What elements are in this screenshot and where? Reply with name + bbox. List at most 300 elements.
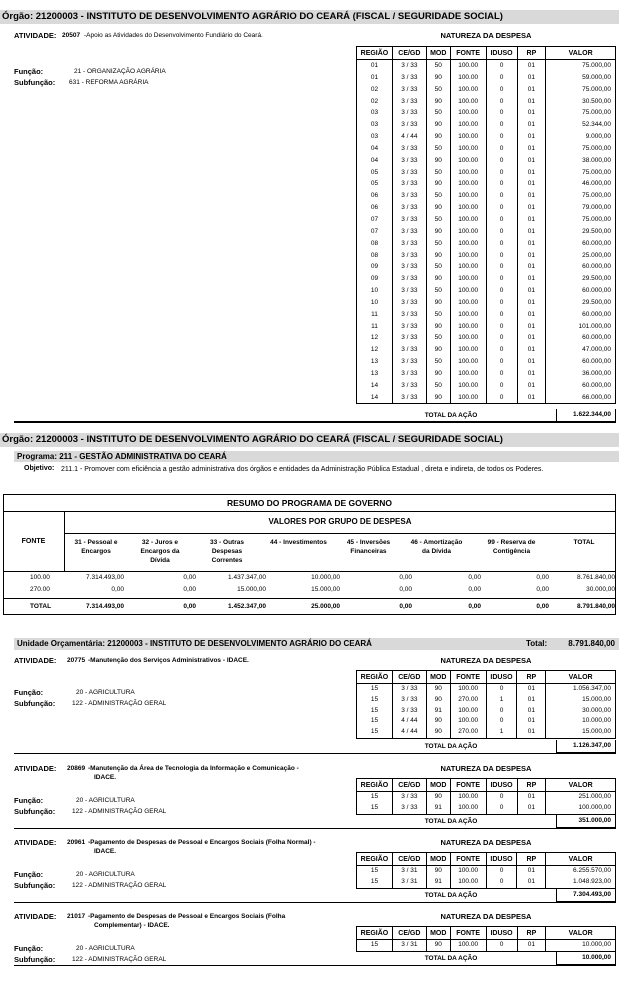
table-row (357, 107, 616, 119)
natureza-table (356, 852, 616, 889)
cell-ce-gd: 3 / 33 (392, 60, 426, 72)
cell-rp: 01 (517, 261, 546, 273)
funcao-value: 20 - AGRICULTURA (76, 689, 135, 696)
cell-regiao: 13 (357, 356, 393, 368)
total-da-acao-label: TOTAL DA AÇÃO (424, 743, 478, 750)
header-ce-gd: CE/GD (392, 853, 426, 866)
cell-rp: 01 (517, 119, 546, 131)
funcao-value: 20 - AGRICULTURA (76, 871, 135, 878)
funcao-label: Função: (14, 796, 44, 805)
cell-regiao: 15 (357, 792, 393, 803)
cell-regiao: 15 (357, 877, 393, 888)
cell-mod: 90 (426, 866, 450, 877)
cell-rp: 01 (517, 792, 546, 803)
table-row (357, 877, 616, 888)
cell-ce-gd: 3 / 33 (392, 96, 426, 108)
orgao-header-2: Órgão: 21200003 - INSTITUTO DE DESENVOLVIMENTO AGRÁRIO DO CEARÁ (FISCAL / SEGURIDADE SOCIAL) (0, 433, 619, 447)
table-row (357, 940, 616, 952)
divider (14, 753, 616, 754)
cell-valor: 75.000,00 (546, 84, 616, 96)
cell-fonte: 100.00 (450, 380, 486, 392)
cell-iduso: 0 (486, 202, 517, 214)
header-iduso: IDUSO (486, 671, 517, 684)
cell-iduso: 0 (486, 940, 517, 952)
cell-iduso: 0 (486, 321, 517, 333)
cell-valor: 15.000,00 (546, 695, 616, 706)
cell-iduso: 0 (486, 344, 517, 356)
cell-rp: 01 (517, 131, 546, 143)
cell-mod: 90 (426, 202, 450, 214)
cell-rp: 01 (517, 84, 546, 96)
header-ce-gd: CE/GD (392, 779, 426, 792)
cell-valor: 29.500,00 (546, 273, 616, 285)
cell-regiao: 14 (357, 392, 393, 404)
cell-mod: 90 (426, 368, 450, 380)
cell-iduso: 0 (486, 84, 517, 96)
cell-rp: 01 (517, 96, 546, 108)
cell-iduso: 0 (486, 226, 517, 238)
table-row (357, 131, 616, 143)
table-row (357, 309, 616, 321)
cell-fonte: 100.00 (450, 309, 486, 321)
cell-mod: 90 (426, 273, 450, 285)
cell-rp: 01 (517, 684, 546, 695)
cell-fonte: 270.00 (450, 727, 486, 738)
header-mod: MOD (426, 671, 450, 684)
cell-fonte: 100.00 (450, 190, 486, 202)
atividade-desc: -Pagamento de Despesas de Pessoal e Encargos Sociais (Folha Normal) - (88, 839, 316, 846)
unidade-total-label: Total: (526, 639, 548, 648)
cell-valor: 60.000,00 (546, 332, 616, 344)
cell-iduso: 0 (486, 178, 517, 190)
resumo-value: 8.791.840,00 (577, 603, 615, 610)
natureza-title: NATUREZA DA DESPESA (440, 656, 532, 665)
table-row (357, 155, 616, 167)
cell-fonte: 100.00 (450, 261, 486, 273)
subfuncao-label: Subfunção: (14, 78, 56, 87)
cell-fonte: 100.00 (450, 96, 486, 108)
natureza-table (356, 46, 616, 404)
natureza-title: NATUREZA DA DESPESA (440, 838, 532, 847)
cell-regiao: 15 (357, 803, 393, 814)
cell-ce-gd: 3 / 33 (392, 238, 426, 250)
table-row (357, 250, 616, 262)
cell-mod: 90 (426, 940, 450, 952)
cell-regiao: 07 (357, 226, 393, 238)
total-da-acao-value: 1.126.347,00 (556, 740, 616, 753)
cell-regiao: 15 (357, 695, 393, 706)
cell-valor: 6.255.570,00 (546, 866, 616, 877)
resumo-header: 45 - Inversões Financeiras (346, 539, 391, 555)
header-valor: VALOR (546, 779, 616, 792)
cell-iduso: 0 (486, 60, 517, 72)
cell-mod: 90 (426, 392, 450, 404)
divider (3, 598, 616, 599)
table-row (357, 202, 616, 214)
cell-fonte: 100.00 (450, 238, 486, 250)
cell-valor: 29.500,00 (546, 297, 616, 309)
cell-ce-gd: 3 / 33 (392, 167, 426, 179)
cell-rp: 01 (517, 392, 546, 404)
cell-rp: 01 (517, 803, 546, 814)
cell-valor: 75.000,00 (546, 214, 616, 226)
cell-mod: 90 (426, 727, 450, 738)
header-mod: MOD (426, 779, 450, 792)
cell-valor: 52.344,00 (546, 119, 616, 131)
subfuncao-value: 122 - ADMINISTRAÇÃO GERAL (72, 700, 167, 707)
cell-ce-gd: 3 / 33 (392, 190, 426, 202)
cell-fonte: 100.00 (450, 155, 486, 167)
cell-fonte: 100.00 (450, 273, 486, 285)
cell-fonte: 100.00 (450, 167, 486, 179)
natureza-title: NATUREZA DA DESPESA (440, 912, 532, 921)
cell-regiao: 14 (357, 380, 393, 392)
atividade-desc: -Apoio as Atividades do Desenvolvimento Fundiário do Ceará. (84, 32, 263, 39)
atividade-code: 20869 (67, 765, 86, 772)
cell-iduso: 0 (486, 716, 517, 727)
header-rp: RP (517, 779, 546, 792)
cell-valor: 1.056.347,00 (546, 684, 616, 695)
cell-iduso: 0 (486, 332, 517, 344)
header-valor: VALOR (546, 853, 616, 866)
header-mod: MOD (426, 927, 450, 940)
cell-fonte: 100.00 (450, 84, 486, 96)
cell-valor: 251.000,00 (546, 792, 616, 803)
cell-fonte: 100.00 (450, 250, 486, 262)
cell-rp: 01 (517, 727, 546, 738)
cell-rp: 01 (517, 167, 546, 179)
cell-regiao: 03 (357, 107, 393, 119)
table-row (357, 167, 616, 179)
cell-rp: 01 (517, 695, 546, 706)
cell-mod: 50 (426, 214, 450, 226)
cell-valor: 29.500,00 (546, 226, 616, 238)
header-rp: RP (517, 671, 546, 684)
header-fonte: FONTE (450, 927, 486, 940)
cell-regiao: 02 (357, 84, 393, 96)
natureza-table (356, 670, 616, 739)
header-fonte: FONTE (450, 779, 486, 792)
funcao-label: Função: (14, 67, 44, 76)
subfuncao-label: Subfunção: (14, 699, 56, 708)
cell-regiao: 11 (357, 321, 393, 333)
cell-mod: 50 (426, 309, 450, 321)
table-row (357, 143, 616, 155)
cell-mod: 90 (426, 131, 450, 143)
cell-valor: 10.000,00 (546, 940, 616, 952)
cell-fonte: 100.00 (450, 356, 486, 368)
cell-regiao: 15 (357, 940, 393, 952)
resumo-value: 1.452.347,00 (228, 603, 266, 610)
cell-rp: 01 (517, 356, 546, 368)
cell-iduso: 0 (486, 368, 517, 380)
cell-ce-gd: 3 / 33 (392, 178, 426, 190)
cell-ce-gd: 3 / 33 (392, 119, 426, 131)
table-row (357, 238, 616, 250)
cell-mod: 90 (426, 321, 450, 333)
resumo-value: 0,00 (468, 603, 481, 610)
resumo-value: 7.314.493,00 (86, 603, 124, 610)
cell-regiao: 03 (357, 119, 393, 131)
cell-mod: 50 (426, 107, 450, 119)
cell-regiao: 01 (357, 60, 393, 72)
header-valor: VALOR (546, 927, 616, 940)
cell-valor: 66.000,00 (546, 392, 616, 404)
table-row (357, 214, 616, 226)
cell-ce-gd: 3 / 33 (392, 143, 426, 155)
resumo-value: 10.000,00 (311, 574, 340, 581)
cell-iduso: 0 (486, 131, 517, 143)
resumo-header: 33 - Outras Despesas Correntes (210, 539, 244, 564)
cell-rp: 01 (517, 368, 546, 380)
table-row (357, 178, 616, 190)
natureza-title: NATUREZA DA DESPESA (440, 764, 532, 773)
cell-fonte: 100.00 (450, 297, 486, 309)
fonte-header: FONTE (21, 538, 46, 545)
cell-valor: 38.000,00 (546, 155, 616, 167)
header-mod: MOD (426, 47, 450, 60)
cell-fonte: 100.00 (450, 131, 486, 143)
cell-ce-gd: 3 / 33 (392, 684, 426, 695)
table-row (357, 72, 616, 84)
cell-mod: 91 (426, 706, 450, 717)
resumo-header: 31 - Pessoal e Encargos (74, 539, 118, 555)
cell-ce-gd: 3 / 33 (392, 250, 426, 262)
cell-valor: 9.000,00 (546, 131, 616, 143)
header-valor: VALOR (546, 671, 616, 684)
unidade-header: Unidade Orçamentária: 21200003 - INSTITUTO DE DESENVOLVIMENTO AGRÁRIO DO CEARÁ Total: 8.791.840,00 (14, 638, 619, 650)
cell-valor: 75.000,00 (546, 190, 616, 202)
cell-rp: 01 (517, 178, 546, 190)
cell-ce-gd: 3 / 33 (392, 84, 426, 96)
cell-rp: 01 (517, 877, 546, 888)
cell-fonte: 100.00 (450, 226, 486, 238)
resumo-value: 0,00 (183, 603, 196, 610)
cell-ce-gd: 3 / 33 (392, 285, 426, 297)
atividade-label: ATIVIDADE: (14, 31, 57, 40)
cell-rp: 01 (517, 214, 546, 226)
cell-regiao: 08 (357, 238, 393, 250)
cell-valor: 59.000,00 (546, 72, 616, 84)
table-row (357, 96, 616, 108)
cell-iduso: 0 (486, 380, 517, 392)
cell-iduso: 0 (486, 285, 517, 297)
cell-fonte: 100.00 (450, 866, 486, 877)
cell-iduso: 0 (486, 107, 517, 119)
cell-fonte: 100.00 (450, 392, 486, 404)
cell-mod: 90 (426, 297, 450, 309)
cell-regiao: 03 (357, 131, 393, 143)
cell-mod: 90 (426, 716, 450, 727)
cell-valor: 36.000,00 (546, 368, 616, 380)
header-rp: RP (517, 47, 546, 60)
cell-regiao: 09 (357, 273, 393, 285)
cell-rp: 01 (517, 190, 546, 202)
cell-mod: 50 (426, 238, 450, 250)
table-row (357, 226, 616, 238)
cell-fonte: 100.00 (450, 107, 486, 119)
resumo-value: 0,00 (468, 574, 481, 581)
cell-mod: 50 (426, 190, 450, 202)
cell-fonte: 100.00 (450, 877, 486, 888)
total-da-acao-value: 1.622.344,00 (556, 409, 616, 422)
subfuncao-label: Subfunção: (14, 955, 56, 964)
cell-fonte: 100.00 (450, 72, 486, 84)
cell-regiao: 06 (357, 190, 393, 202)
cell-valor: 75.000,00 (546, 107, 616, 119)
cell-valor: 75.000,00 (546, 143, 616, 155)
divider (3, 571, 616, 572)
cell-fonte: 100.00 (450, 321, 486, 333)
cell-mod: 50 (426, 143, 450, 155)
cell-ce-gd: 4 / 44 (392, 727, 426, 738)
cell-iduso: 0 (486, 214, 517, 226)
atividade-desc-cont: Complementar) - IDACE. (94, 922, 170, 929)
cell-ce-gd: 3 / 31 (392, 877, 426, 888)
resumo-value: 30.000,00 (586, 586, 615, 593)
cell-iduso: 0 (486, 119, 517, 131)
cell-fonte: 100.00 (450, 143, 486, 155)
total-da-acao-label: TOTAL DA AÇÃO (424, 955, 478, 962)
resumo-value: 15.000,00 (311, 586, 340, 593)
cell-regiao: 04 (357, 143, 393, 155)
resumo-value: 0,00 (399, 603, 412, 610)
resumo-title: RESUMO DO PROGRAMA DE GOVERNO (227, 498, 392, 508)
cell-fonte: 100.00 (450, 202, 486, 214)
atividade-code: 20507 (62, 32, 81, 39)
resumo-value: 0,00 (183, 574, 196, 581)
header-fonte: FONTE (450, 671, 486, 684)
cell-valor: 60.000,00 (546, 380, 616, 392)
resumo-fonte: TOTAL (30, 603, 52, 610)
cell-fonte: 100.00 (450, 368, 486, 380)
cell-iduso: 1 (486, 695, 517, 706)
table-row (357, 368, 616, 380)
table-row (357, 190, 616, 202)
cell-valor: 1.048.923,00 (546, 877, 616, 888)
cell-iduso: 1 (486, 727, 517, 738)
cell-ce-gd: 4 / 44 (392, 131, 426, 143)
resumo-header: 46 - Amortização da Dívida (410, 539, 463, 555)
table-row (357, 344, 616, 356)
cell-rp: 01 (517, 940, 546, 952)
cell-iduso: 0 (486, 190, 517, 202)
cell-rp: 01 (517, 226, 546, 238)
cell-mod: 90 (426, 250, 450, 262)
natureza-title: NATUREZA DA DESPESA (440, 31, 532, 40)
cell-ce-gd: 3 / 33 (392, 214, 426, 226)
header-regiao: REGIÃO (357, 779, 393, 792)
cell-fonte: 100.00 (450, 792, 486, 803)
table-row (357, 60, 616, 72)
cell-rp: 01 (517, 107, 546, 119)
cell-ce-gd: 3 / 33 (392, 706, 426, 717)
natureza-table (356, 778, 616, 815)
atividade-label: ATIVIDADE: (14, 764, 57, 773)
cell-mod: 90 (426, 72, 450, 84)
cell-mod: 50 (426, 380, 450, 392)
header-ce-gd: CE/GD (392, 47, 426, 60)
header-rp: RP (517, 927, 546, 940)
cell-iduso: 0 (486, 297, 517, 309)
cell-valor: 60.000,00 (546, 356, 616, 368)
cell-iduso: 0 (486, 684, 517, 695)
atividade-label: ATIVIDADE: (14, 656, 57, 665)
cell-mod: 90 (426, 226, 450, 238)
header-fonte: FONTE (450, 853, 486, 866)
divider (14, 828, 616, 829)
cell-fonte: 100.00 (450, 716, 486, 727)
resumo-fonte: 270.00 (30, 586, 50, 593)
natureza-table (356, 926, 616, 952)
cell-iduso: 0 (486, 96, 517, 108)
cell-regiao: 09 (357, 261, 393, 273)
cell-mod: 91 (426, 877, 450, 888)
cell-iduso: 0 (486, 261, 517, 273)
cell-ce-gd: 3 / 33 (392, 803, 426, 814)
subfuncao-value: 122 - ADMINISTRAÇÃO GERAL (72, 956, 167, 963)
cell-regiao: 10 (357, 285, 393, 297)
cell-iduso: 0 (486, 250, 517, 262)
resumo-value: 8.761.840,00 (577, 574, 615, 581)
table-row (357, 380, 616, 392)
header-iduso: IDUSO (486, 927, 517, 940)
cell-mod: 90 (426, 684, 450, 695)
resumo-value: 0,00 (536, 574, 549, 581)
cell-fonte: 100.00 (450, 285, 486, 297)
cell-ce-gd: 3 / 33 (392, 321, 426, 333)
cell-valor: 100.000,00 (546, 803, 616, 814)
cell-regiao: 10 (357, 297, 393, 309)
cell-ce-gd: 3 / 31 (392, 940, 426, 952)
cell-iduso: 0 (486, 356, 517, 368)
table-row (357, 119, 616, 131)
cell-mod: 91 (426, 803, 450, 814)
cell-ce-gd: 3 / 33 (392, 273, 426, 285)
cell-rp: 01 (517, 321, 546, 333)
divider (14, 422, 616, 423)
resumo-value: 0,00 (468, 586, 481, 593)
cell-valor: 15.000,00 (546, 727, 616, 738)
funcao-label: Função: (14, 944, 44, 953)
cell-rp: 01 (517, 716, 546, 727)
cell-ce-gd: 3 / 33 (392, 392, 426, 404)
header-valor: VALOR (546, 47, 616, 60)
cell-ce-gd: 3 / 33 (392, 356, 426, 368)
header-regiao: REGIÃO (357, 927, 393, 940)
cell-mod: 50 (426, 285, 450, 297)
cell-regiao: 15 (357, 727, 393, 738)
cell-mod: 50 (426, 167, 450, 179)
cell-valor: 60.000,00 (546, 238, 616, 250)
total-da-acao-label: TOTAL DA AÇÃO (424, 818, 478, 825)
resumo-fonte: 100.00 (30, 574, 50, 581)
objetivo-label: Objetivo: (24, 465, 55, 472)
cell-ce-gd: 3 / 33 (392, 344, 426, 356)
table-row (357, 716, 616, 727)
cell-rp: 01 (517, 866, 546, 877)
table-row (357, 866, 616, 877)
cell-rp: 01 (517, 285, 546, 297)
cell-fonte: 100.00 (450, 803, 486, 814)
cell-rp: 01 (517, 155, 546, 167)
cell-mod: 50 (426, 84, 450, 96)
cell-valor: 25.000,00 (546, 250, 616, 262)
cell-valor: 75.000,00 (546, 60, 616, 72)
cell-rp: 01 (517, 60, 546, 72)
resumo-value: 0,00 (536, 603, 549, 610)
funcao-value: 20 - AGRICULTURA (76, 945, 135, 952)
